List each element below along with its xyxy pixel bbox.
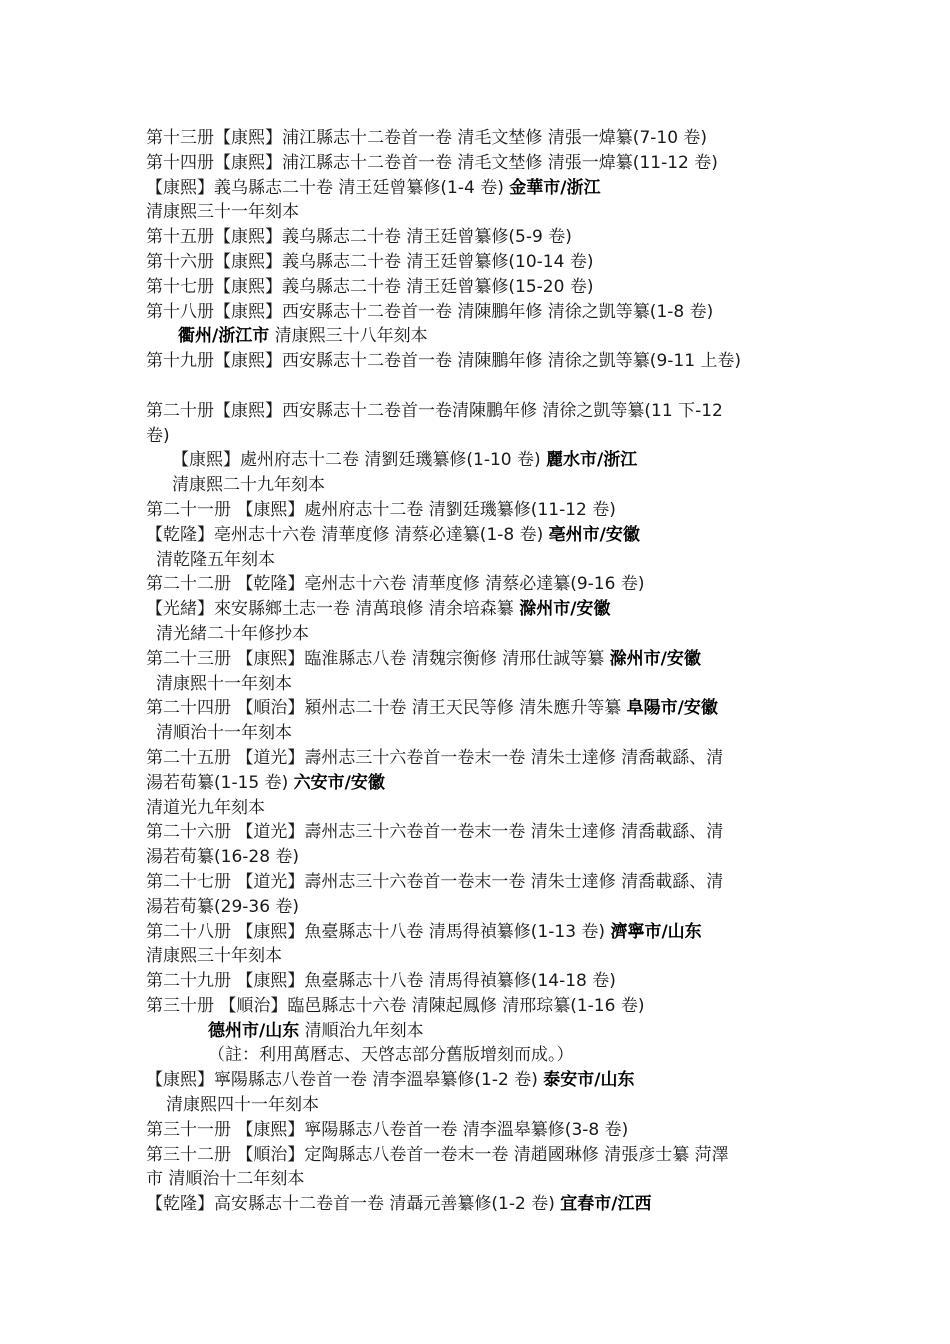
text-line: 第二十七册 【道光】壽州志三十六卷首一卷末一卷 清朱士達修 清喬載繇、清 — [146, 871, 724, 892]
note-line: （註：利用萬曆志、天啓志部分舊版增刻而成。） — [208, 1045, 574, 1066]
text-line: 清光緒二十年修抄本 — [156, 623, 309, 644]
text-line: 第二十二册 【乾隆】亳州志十六卷 清華度修 清蔡必達纂(9-16 卷) — [146, 574, 645, 595]
location-label: 宜春市/江西 — [560, 1194, 652, 1215]
location-label: 德州市/山东 — [208, 1020, 300, 1041]
text-line: 第二十册【康熙】西安縣志十二卷首一卷清陳鵬年修 清徐之凱等纂(11 下-12 — [146, 400, 723, 421]
text-line: 【康熙】義乌縣志二十卷 清王廷曾纂修(1-4 卷) 金華市/浙江 — [146, 177, 601, 198]
location-label: 泰安市/山东 — [543, 1070, 635, 1091]
text-line: 清康熙三十一年刻本 — [146, 202, 299, 223]
text-line: 【康熙】寧陽縣志八卷首一卷 清李溫皋纂修(1-2 卷) 泰安市/山东 — [146, 1070, 635, 1091]
location-label: 滁州市/安徽 — [609, 648, 701, 669]
location-label: 麗水市/浙江 — [546, 450, 638, 471]
text-line: 第十八册【康熙】西安縣志十二卷首一卷 清陳鵬年修 清徐之凱等纂(1-8 卷) — [146, 301, 714, 322]
text-line: 清道光九年刻本 — [146, 797, 265, 818]
text-line: 德州市/山东 清順治九年刻本 — [208, 1020, 424, 1041]
text-line: 第十五册【康熙】義乌縣志二十卷 清王廷曾纂修(5-9 卷) — [146, 227, 572, 248]
text-line: 第二十八册 【康熙】魚臺縣志十八卷 清馬得禎纂修(1-13 卷) 濟寧市/山东 — [146, 921, 702, 942]
text-line: 【光緒】來安縣鄉土志一卷 清萬琅修 清余培森纂 滁州市/安徽 — [146, 599, 611, 620]
text-line: 衢州/浙江市 清康熙三十八年刻本 — [178, 326, 428, 347]
text-line: 第十七册【康熙】義乌縣志二十卷 清王廷曾纂修(15-20 卷) — [146, 276, 594, 297]
text-line: 第二十五册 【道光】壽州志三十六卷首一卷末一卷 清朱士達修 清喬載繇、清 — [146, 747, 724, 768]
text-line: 第三十一册 【康熙】寧陽縣志八卷首一卷 清李溫皋纂修(3-8 卷) — [146, 1119, 629, 1140]
text-line: 卷) — [146, 425, 170, 446]
text-line: 第十三册【康熙】浦江縣志十二卷首一卷 清毛文埜修 清張一煒纂(7-10 卷) — [146, 128, 708, 148]
text-line: 【康熙】處州府志十二卷 清劉廷璣纂修(1-10 卷) 麗水市/浙江 — [172, 450, 638, 471]
text-line: 清康熙二十九年刻本 — [172, 475, 325, 496]
text-line: 第二十四册 【順治】潁州志二十卷 清王天民等修 清朱應升等纂 阜陽市/安徽 — [146, 698, 718, 719]
text-line: 第十九册【康熙】西安縣志十二卷首一卷 清陳鵬年修 清徐之凱等纂(9-11 上卷) — [146, 351, 742, 372]
text-line: 第二十六册 【道光】壽州志三十六卷首一卷末一卷 清朱士達修 清喬載繇、清 — [146, 822, 724, 843]
text-line: 第十四册【康熙】浦江縣志十二卷首一卷 清毛文埜修 清張一煒纂(11-12 卷) — [146, 152, 718, 173]
location-label: 亳州市/安徽 — [548, 524, 640, 545]
text-line: 第二十一册 【康熙】處州府志十二卷 清劉廷璣纂修(11-12 卷) — [146, 499, 616, 520]
text-line: 清康熙十一年刻本 — [156, 673, 292, 694]
text-line: 清康熙四十一年刻本 — [166, 1095, 319, 1116]
text-line: 清乾隆五年刻本 — [156, 549, 275, 570]
text-line: 第二十九册 【康熙】魚臺縣志十八卷 清馬得禎纂修(14-18 卷) — [146, 971, 616, 992]
text-line: 湯若荀纂(16-28 卷) — [146, 847, 300, 868]
location-label: 阜陽市/安徽 — [626, 698, 718, 719]
location-label: 滁州市/安徽 — [519, 599, 611, 620]
text-line: 清順治十一年刻本 — [156, 723, 292, 744]
text-line: 市 清順治十二年刻本 — [146, 1169, 305, 1190]
text-line: 湯若荀纂(1-15 卷) 六安市/安徽 — [146, 772, 385, 793]
text-line: 第二十三册 【康熙】臨淮縣志八卷 清魏宗衡修 清邢仕誠等纂 滁州市/安徽 — [146, 648, 701, 669]
location-label: 濟寧市/山东 — [610, 921, 702, 942]
location-label: 六安市/安徽 — [293, 772, 385, 793]
text-line: 第三十册 【順治】臨邑縣志十六卷 清陳起鳳修 清邢琮纂(1-16 卷) — [146, 995, 645, 1016]
blank-line — [146, 374, 826, 399]
catalog-text — [146, 126, 826, 1217]
text-line: 【乾隆】高安縣志十二卷首一卷 清聶元善纂修(1-2 卷) 宜春市/江西 — [146, 1194, 652, 1215]
text-line: 第三十二册 【順治】定陶縣志八卷首一卷末一卷 清趙國琳修 清張彦士纂 菏澤 — [146, 1144, 729, 1165]
location-label: 衢州/浙江市 — [178, 326, 270, 347]
location-label: 金華市/浙江 — [509, 177, 601, 198]
text-line: 湯若荀纂(29-36 卷) — [146, 896, 300, 917]
text-line: 第十六册【康熙】義乌縣志二十卷 清王廷曾纂修(10-14 卷) — [146, 251, 594, 272]
text-line: 清康熙三十年刻本 — [146, 946, 282, 967]
text-line: 【乾隆】亳州志十六卷 清華度修 清蔡必達纂(1-8 卷) 亳州市/安徽 — [146, 524, 640, 545]
